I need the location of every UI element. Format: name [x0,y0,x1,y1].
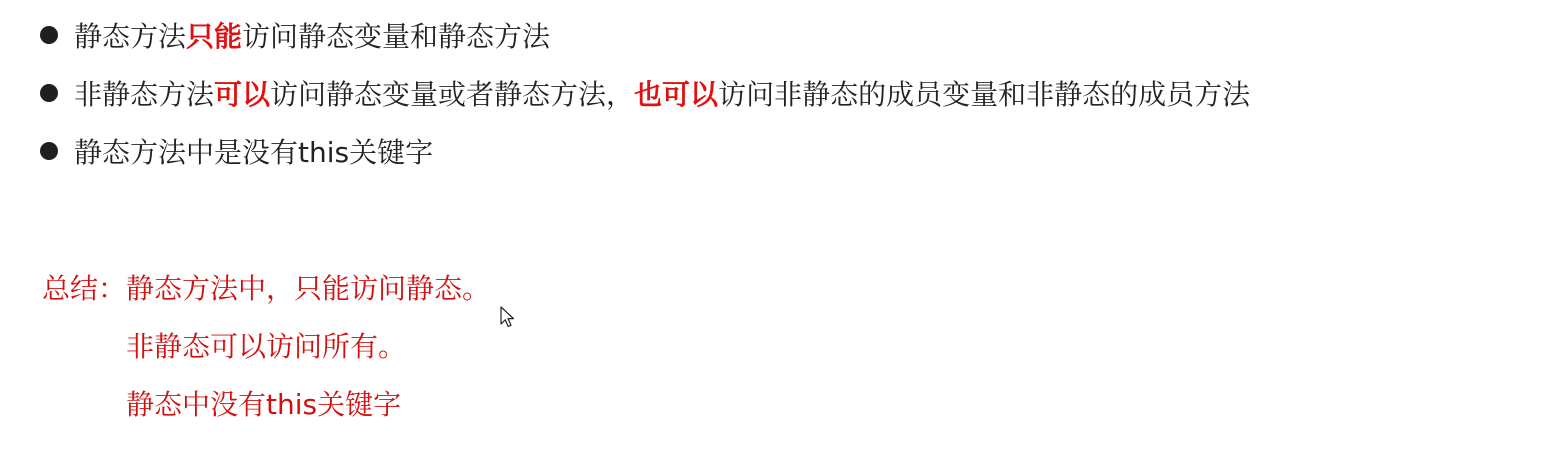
bullet-icon [40,142,58,160]
bullet-item-nonstatic-methods [40,64,1250,122]
bullet-item-no-this-keyword [40,122,1250,180]
bullet-text: 非静态方法可以访问静态变量或者静态方法，也可以访问非静态的成员变量和非静态的成员方法 [74,78,1251,111]
highlight-text: 可以 [214,78,271,111]
mouse-pointer-icon [499,306,515,328]
summary-line-1: 总结：静态方法中，只能访问静态。 [42,272,491,305]
highlight-text: 也可以 [634,78,719,111]
summary-line-3: 静态中没有this关键字 [126,388,402,421]
bullet-icon [40,84,58,102]
summary-section [42,258,490,432]
bullet-text: 静态方法中是没有this关键字 [74,136,434,169]
bullet-text: 静态方法只能访问静态变量和静态方法 [74,20,551,53]
bullet-icon [40,26,58,44]
highlight-text: 只能 [186,20,243,53]
summary-line-2: 非静态可以访问所有。 [126,330,407,363]
bullet-list [40,6,1250,180]
bullet-item-static-methods-only [40,6,1250,64]
